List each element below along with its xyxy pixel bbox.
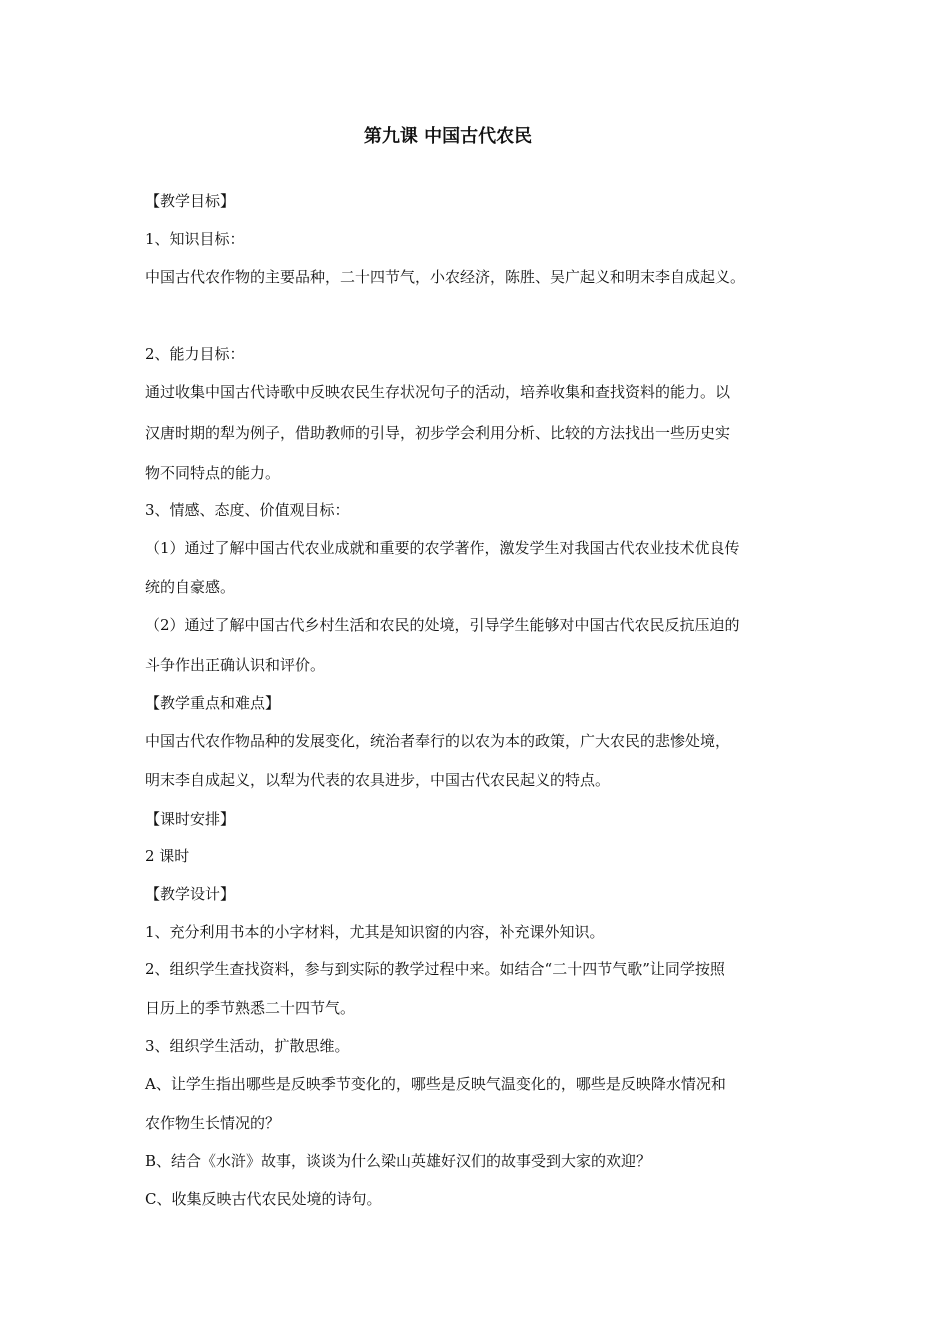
paragraph-line: （2）通过了解中国古代乡村生活和农民的处境，引导学生能够对中国古代农民反抗压迫的 [145, 616, 740, 634]
paragraph-line: 中国古代农作物品种的发展变化，统治者奉行的以农为本的政策，广大农民的悲惨处境， [145, 732, 731, 750]
paragraph-line: A、让学生指出哪些是反映季节变化的，哪些是反映气温变化的，哪些是反映降水情况和 [145, 1075, 726, 1093]
paragraph-line: 斗争作出正确认识和评价。 [145, 656, 326, 674]
subheading-ability-goal: 2、能力目标： [145, 345, 245, 363]
section-heading-design: 【教学设计】 [145, 885, 236, 903]
paragraph-line: 汉唐时期的犁为例子，借助教师的引导，初步学会利用分析、比较的方法找出一些历史实 [145, 424, 731, 442]
paragraph-line: B、结合《水浒》故事，谈谈为什么梁山英雄好汉们的故事受到大家的欢迎？ [145, 1152, 652, 1170]
lesson-title: 第九课 中国古代农民 [363, 126, 533, 147]
paragraph-line: （1）通过了解中国古代农业成就和重要的农学著作，激发学生对我国古代农业技术优良传 [145, 539, 740, 557]
paragraph-line: 明末李自成起义，以犁为代表的农具进步，中国古代农民起义的特点。 [145, 771, 611, 789]
paragraph-line: 农作物生长情况的？ [145, 1114, 281, 1132]
section-heading-key-points: 【教学重点和难点】 [145, 694, 281, 712]
paragraph-line: 统的自豪感。 [145, 578, 236, 596]
paragraph-line: 2 课时 [145, 847, 190, 865]
paragraph-line: 1、充分利用书本的小字材料，尤其是知识窗的内容，补充课外知识。 [145, 923, 605, 941]
section-heading-teaching-goals: 【教学目标】 [145, 192, 236, 210]
paragraph-line: 通过收集中国古代诗歌中反映农民生存状况句子的活动，培养收集和查找资料的能力。以 [145, 383, 731, 401]
paragraph-line: C、收集反映古代农民处境的诗句。 [145, 1190, 382, 1208]
paragraph-line: 2、组织学生查找资料，参与到实际的教学过程中来。如结合“二十四节气歌”让同学按照 [145, 960, 725, 978]
paragraph-line: 中国古代农作物的主要品种，二十四节气，小农经济，陈胜、吴广起义和明末李自成起义。 [145, 268, 746, 286]
paragraph-line: 物不同特点的能力。 [145, 464, 281, 482]
subheading-knowledge-goal: 1、知识目标： [145, 230, 245, 248]
subheading-emotion-goal: 3、情感、态度、价值观目标： [145, 501, 350, 519]
section-heading-schedule: 【课时安排】 [145, 810, 236, 828]
paragraph-line: 3、组织学生活动，扩散思维。 [145, 1037, 350, 1055]
paragraph-line: 日历上的季节熟悉二十四节气。 [145, 999, 356, 1017]
